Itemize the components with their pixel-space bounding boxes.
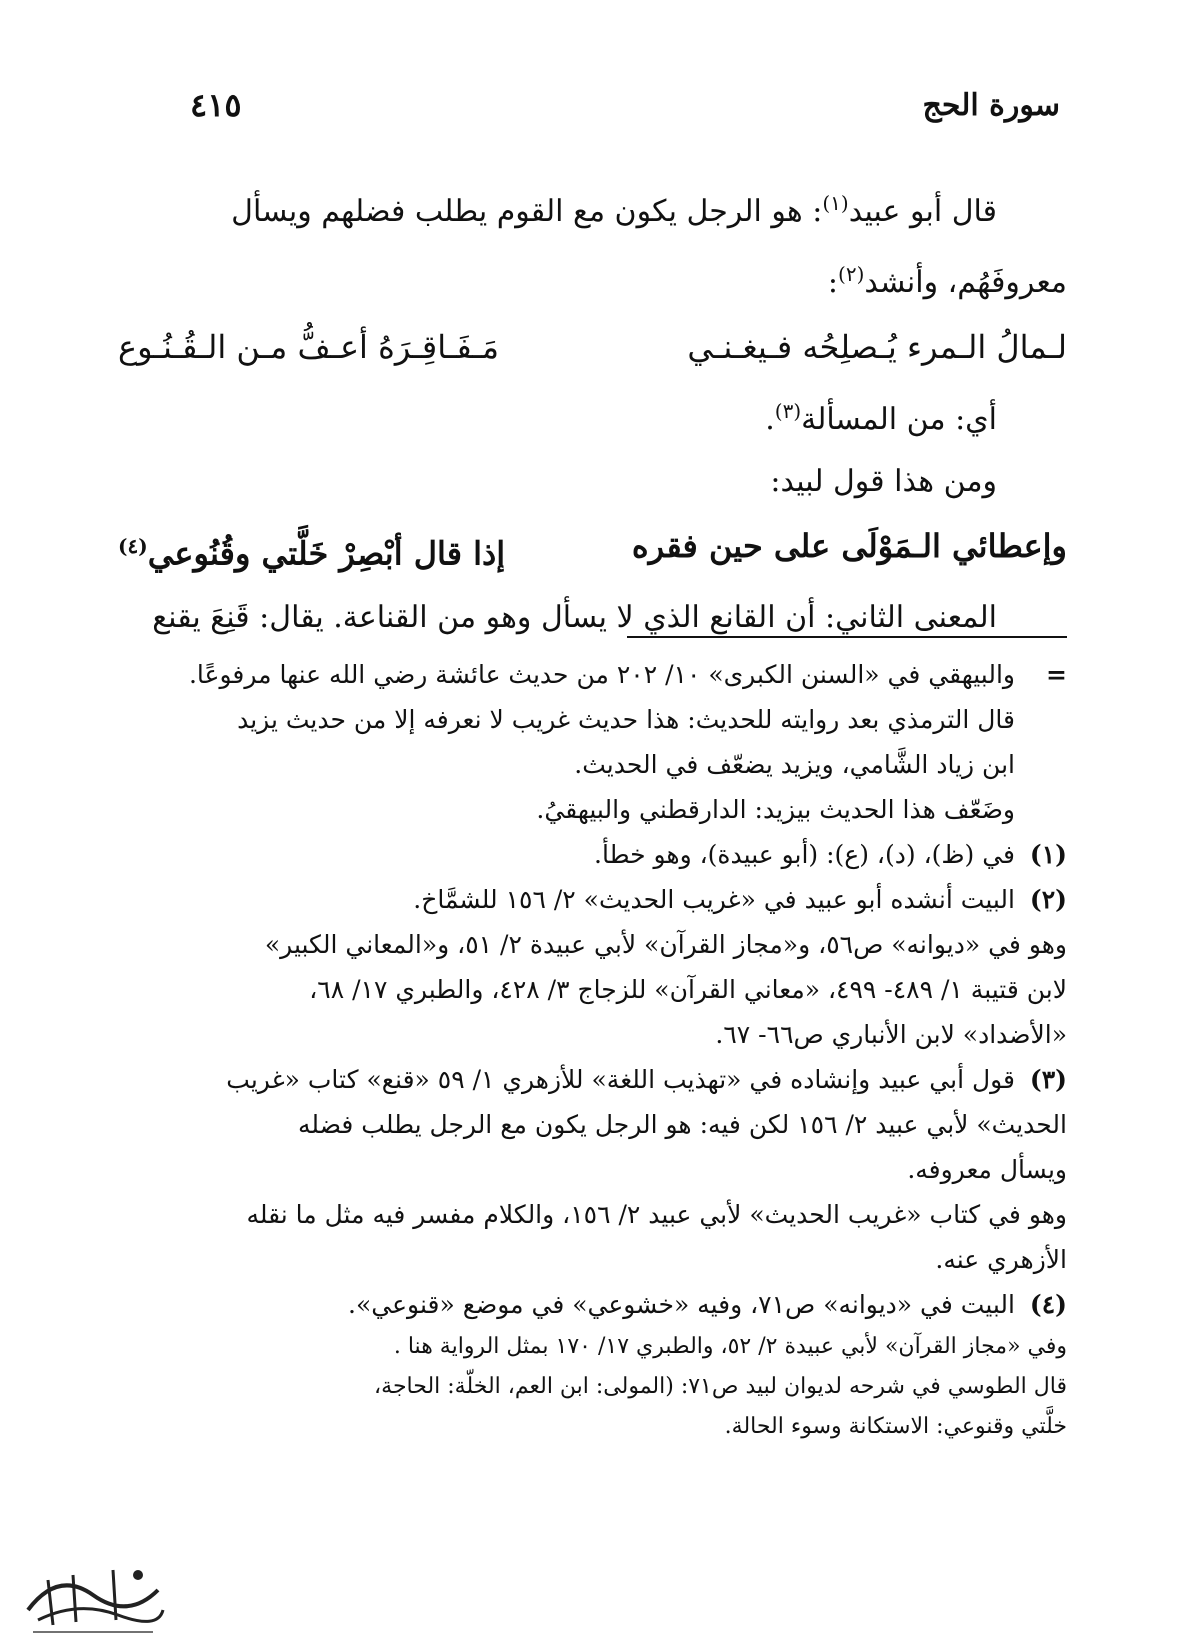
footnote-line: ويسأل معروفه. xyxy=(907,1155,1067,1184)
footnote-3 xyxy=(118,1057,1067,1102)
main-text xyxy=(118,172,1067,649)
footnote-separator xyxy=(627,636,1067,638)
footnotes xyxy=(118,652,1067,1447)
verse-line xyxy=(118,314,1067,380)
footnote-number: (١) xyxy=(1029,840,1067,869)
footnote-line: وضَعّف هذا الحديث بيزيد: الدارقطني والبيهقيُ. xyxy=(536,795,1015,824)
surah-title: سورة الحج xyxy=(922,88,1060,123)
footnote-4-extra xyxy=(118,1327,1067,1447)
footnote-line: الأزهري عنه. xyxy=(935,1245,1067,1274)
footnote-ref: (٤) xyxy=(118,534,148,558)
footnote-2 xyxy=(118,877,1067,922)
footnote-body xyxy=(118,652,1015,832)
page-number: ٤١٥ xyxy=(190,86,242,124)
footnote-ref: (٣) xyxy=(774,399,802,423)
paragraph-line xyxy=(118,172,1067,243)
footnote-4 xyxy=(118,1282,1067,1327)
footnote-number: (٤) xyxy=(1029,1290,1067,1319)
text-run: قال أبو عبيد xyxy=(848,194,997,229)
seal-logo xyxy=(18,1550,168,1640)
text-run: : هو الرجل يكون مع القوم يطلب فضلهم ويسأل xyxy=(231,194,823,229)
text-run: : xyxy=(827,265,838,300)
footnote-line: قال الترمذي بعد روايته للحديث: هذا حديث غريب لا نعرفه إلا من حديث يزيد xyxy=(237,705,1015,734)
paragraph-line: ومن هذا قول لبيد: xyxy=(770,464,997,499)
footnote-body xyxy=(118,1282,1015,1327)
footnote-line: في (ظ)، (د)، (ع): (أبو عبيدة)، وهو خطأ. xyxy=(594,840,1015,869)
paragraph-line xyxy=(118,380,1067,451)
verse-hemistich-right: لـمالُ الـمرء يُـصلِحُه فـيغـنـي xyxy=(687,328,1067,366)
continuation-marker: = xyxy=(1046,660,1067,689)
footnote-line: ابن زياد الشَّامي، ويزيد يضعّف في الحديث. xyxy=(574,750,1015,779)
paragraph-line: المعنى الثاني: أن القانع الذي لا يسأل وهو من القناعة. يقال: قَنِعَ يقنع xyxy=(152,599,997,635)
footnote-line: قول أبي عبيد وإنشاده في «تهذيب اللغة» للأزهري ١/ ٥٩ «قنع» كتاب «غريب xyxy=(226,1065,1015,1094)
footnote-line: وهو في «ديوانه» ص٥٦، و«مجاز القرآن» لأبي عبيدة ٢/ ٥١، و«المعاني الكبير» xyxy=(264,930,1067,959)
footnote-continued xyxy=(118,652,1067,832)
footnote-body xyxy=(118,1057,1015,1102)
verse-hemistich-left xyxy=(118,513,505,587)
footnote-line: خلَّتي وقنوعي: الاستكانة وسوء الحالة. xyxy=(724,1414,1067,1439)
footnote-line: «الأضداد» لابن الأنباري ص٦٦- ٦٧. xyxy=(715,1020,1067,1049)
footnote-ref: (١) xyxy=(822,191,849,215)
footnote-body xyxy=(118,832,1015,877)
footnote-line: قال الطوسي في شرحه لديوان لبيد ص٧١: (المولى: ابن العم، الخلّة: الحاجة، xyxy=(374,1374,1067,1399)
verse-line xyxy=(118,513,1067,587)
text-run: معروفَهُم، وأنشد xyxy=(864,265,1067,300)
paragraph-line xyxy=(118,243,1067,314)
text-run: أي: من المسألة xyxy=(801,402,997,437)
footnote-line: وفي «مجاز القرآن» لأبي عبيدة ٢/ ٥٢، والطبري ١٧/ ١٧٠ بمثل الرواية هنا . xyxy=(393,1334,1067,1359)
text-run: إذا قال أبْصِرْ خَلَّتي وقُنُوعي xyxy=(147,534,506,573)
footnote-body xyxy=(118,877,1015,922)
footnote-1 xyxy=(118,832,1067,877)
footnote-line: وهو في كتاب «غريب الحديث» لأبي عبيد ٢/ ١٥٦، والكلام مفسر فيه مثل ما نقله xyxy=(246,1200,1067,1229)
footnote-number: (٣) xyxy=(1029,1065,1067,1094)
footnote-line: البيت أنشده أبو عبيد في «غريب الحديث» ٢/ ١٥٦ للشمَّاخ. xyxy=(413,885,1015,914)
footnote-line: والبيهقي في «السنن الكبرى» ١٠/ ٢٠٢ من حديث عائشة رضي الله عنها مرفوعًا. xyxy=(188,660,1015,689)
footnote-number: (٢) xyxy=(1029,885,1067,914)
verse-hemistich-left: مَـفَـاقِـرَهُ أعـفُّ مـن الـقُـنُـوع xyxy=(118,328,500,366)
text-run: . xyxy=(765,402,775,437)
footnote-line: لابن قتيبة ١/ ٤٨٩- ٤٩٩، «معاني القرآن» للزجاج ٣/ ٤٢٨، والطبري ١٧/ ٦٨، xyxy=(309,975,1067,1004)
footnote-ref: (٢) xyxy=(838,262,865,286)
verse-hemistich-right: وإعطائي الـمَوْلَى على حين فقره xyxy=(631,527,1067,565)
footnote-line: البيت في «ديوانه» ص٧١، وفيه «خشوعي» في موضع «قنوعي». xyxy=(348,1290,1015,1319)
footnote-line: الحديث» لأبي عبيد ٢/ ١٥٦ لكن فيه: هو الرجل يكون مع الرجل يطلب فضله xyxy=(298,1110,1067,1139)
